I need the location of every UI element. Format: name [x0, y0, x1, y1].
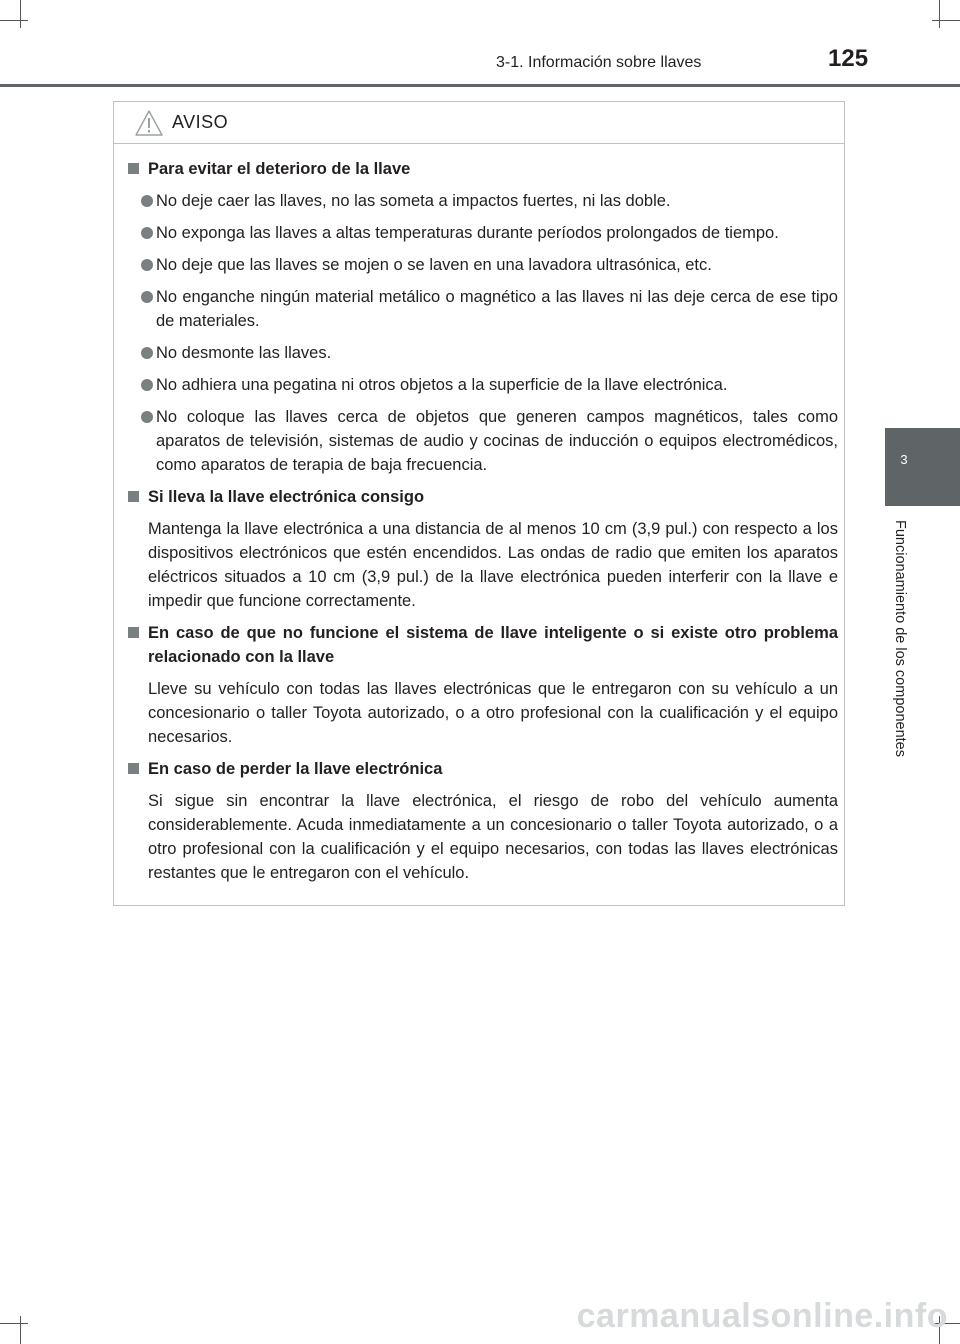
list-item: [126, 253, 838, 277]
list-item: [126, 221, 838, 245]
section-heading-text: En caso de perder la llave electrónica: [148, 760, 443, 778]
list-item-text: No adhiera una pegatina ni otros objetos a la superficie de la llave electrónica.: [156, 376, 728, 394]
warning-content: [126, 157, 838, 893]
chapter-title: Funcionamiento de los componentes: [892, 520, 908, 757]
crop-mark: [932, 20, 960, 21]
list-item: [126, 341, 838, 365]
section-llave-consigo: [126, 485, 838, 613]
watermark: carmanualsonline.info: [576, 1297, 948, 1335]
section-heading: [126, 757, 838, 781]
list-item: [126, 285, 838, 333]
warning-triangle-icon: [134, 109, 164, 137]
round-bullet-icon: [141, 195, 153, 207]
list-item-text: No exponga las llaves a altas temperaturas durante períodos prolongados de tiempo.: [156, 224, 779, 242]
square-bullet-icon: [128, 163, 139, 174]
section-paragraph: Si sigue sin encontrar la llave electrónica, el riesgo de robo del vehículo aumenta considerablemente. Acuda inmediatamente a un concesionario o taller Toyota autorizado, o a otro profesional con la cualificación y el equipo necesarios, con todas las llaves electrónicas restantes que le entregaron con el vehículo.: [148, 792, 838, 882]
square-bullet-icon: [128, 627, 139, 638]
warning-box: [113, 101, 845, 906]
section-paragraph: Lleve su vehículo con todas las llaves electrónicas que le entregaron con su vehículo a un concesionario o taller Toyota autorizado, o a otro profesional con la cualificación y el equipo necesarios.: [148, 680, 838, 746]
footer: [0, 1242, 960, 1344]
list-item-text: No desmonte las llaves.: [156, 344, 332, 362]
warning-title: AVISO: [172, 112, 229, 132]
list-item-text: No deje caer las llaves, no las someta a impactos fuertes, ni las doble.: [156, 192, 671, 210]
round-bullet-icon: [141, 227, 153, 239]
square-bullet-icon: [128, 491, 139, 502]
section-heading: [126, 485, 838, 509]
section-heading-text: En caso de que no funcione el sistema de llave inteligente o si existe otro problema relacionado con la llave: [148, 624, 838, 666]
round-bullet-icon: [141, 379, 153, 391]
chapter-title-vertical: [880, 520, 920, 810]
list-item: [126, 405, 838, 477]
section-sistema-no-funciona: [126, 621, 838, 749]
list-item: [126, 189, 838, 213]
section-title: 3-1. Información sobre llaves: [496, 54, 702, 71]
list-item-text: No enganche ningún material metálico o magnético a las llaves ni las deje cerca de ese tipo de materiales.: [156, 288, 838, 330]
square-bullet-icon: [128, 763, 139, 774]
list-item: [126, 373, 838, 397]
section-heading-text: Si lleva la llave electrónica consigo: [148, 488, 425, 506]
header-rule: [0, 84, 960, 87]
section-deterioro: [126, 157, 838, 477]
section-perder-llave: [126, 757, 838, 885]
chapter-tab[interactable]: [885, 428, 960, 506]
round-bullet-icon: [141, 259, 153, 271]
round-bullet-icon: [141, 411, 153, 423]
warning-header: [114, 102, 844, 144]
list-item-text: No deje que las llaves se mojen o se laven en una lavadora ultrasónica, etc.: [156, 256, 712, 274]
section-heading: [126, 621, 838, 669]
chapter-number: 3: [900, 452, 908, 467]
page-number: 125: [828, 45, 869, 72]
section-heading: [126, 157, 838, 181]
crop-mark: [0, 20, 28, 21]
section-paragraph: Mantenga la llave electrónica a una distancia de al menos 10 cm (3,9 pul.) con respecto a los dispositivos electrónicos que estén encendidos. Las ondas de radio que emiten los aparatos eléctricos situados a 10 cm (3,9 pul.) de la llave electrónica pueden interferir con la llave e impedir que funcione correctamente.: [148, 520, 838, 610]
crop-mark: [20, 0, 21, 28]
crop-mark: [939, 0, 940, 28]
list-item-text: No coloque las llaves cerca de objetos que generen campos magnéticos, tales como aparatos de televisión, sistemas de audio y cocinas de inducción o equipos electromédicos, como aparatos de terapia de baja frecuencia.: [156, 408, 838, 474]
round-bullet-icon: [141, 291, 153, 303]
round-bullet-icon: [141, 347, 153, 359]
section-heading-text: Para evitar el deterioro de la llave: [148, 160, 411, 178]
